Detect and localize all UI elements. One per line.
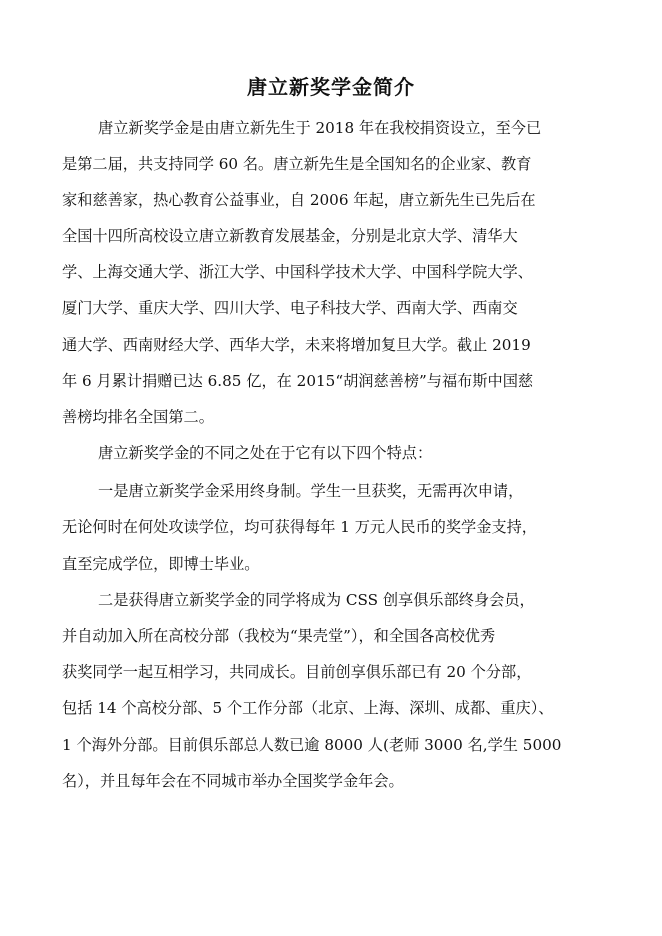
paragraph-line: 学、上海交通大学、浙江大学、中国科学技术大学、中国科学院大学、	[62, 263, 533, 281]
paragraph-line: 善榜均排名全国第二。	[62, 408, 214, 426]
document-title: 唐立新奖学金简介	[247, 75, 415, 99]
paragraph-line: 直至完成学位，即博士毕业。	[62, 555, 260, 573]
paragraph-line: 唐立新奖学金的不同之处在于它有以下四个特点：	[98, 444, 433, 462]
paragraph-line: 全国十四所高校设立唐立新教育发展基金，分别是北京大学、清华大	[62, 227, 518, 245]
paragraph-line: 包括 14 个高校分部、5 个工作分部（北京、上海、深圳、成都、重庆）、	[62, 699, 554, 717]
paragraph-line: 无论何时在何处攻读学位，均可获得每年 1 万元人民币的奖学金支持，	[62, 518, 537, 536]
paragraph-line: 名），并且每年会在不同城市举办全国奖学金年会。	[62, 772, 404, 790]
paragraph-line: 并自动加入所在高校分部（我校为“果壳堂”），和全国各高校优秀	[62, 627, 496, 645]
paragraph-line: 一是唐立新奖学金采用终身制。学生一旦获奖，无需再次申请，	[98, 482, 524, 500]
paragraph-line: 通大学、西南财经大学、西华大学，未来将增加复旦大学。截止 2019	[62, 336, 531, 354]
paragraph-line: 获奖同学一起互相学习，共同成长。目前创享俱乐部已有 20 个分部，	[62, 663, 532, 681]
paragraph-line: 年 6 月累计捐赠已达 6.85 亿，在 2015“胡润慈善榜”与福布斯中国慈	[62, 372, 534, 390]
paragraph-line: 二是获得唐立新奖学金的同学将成为 CSS 创享俱乐部终身会员，	[98, 591, 535, 609]
paragraph-line: 唐立新奖学金是由唐立新先生于 2018 年在我校捐资设立，至今已	[98, 119, 542, 137]
paragraph-line: 厦门大学、重庆大学、四川大学、电子科技大学、西南大学、西南交	[62, 299, 518, 317]
paragraph-line: 是第二届，共支持同学 60 名。唐立新先生是全国知名的企业家、教育	[62, 155, 532, 173]
paragraph-line: 1 个海外分部。目前俱乐部总人数已逾 8000 人(老师 3000 名,学生 5000	[62, 736, 562, 754]
paragraph-line: 家和慈善家，热心教育公益事业，自 2006 年起，唐立新先生已先后在	[62, 191, 536, 209]
